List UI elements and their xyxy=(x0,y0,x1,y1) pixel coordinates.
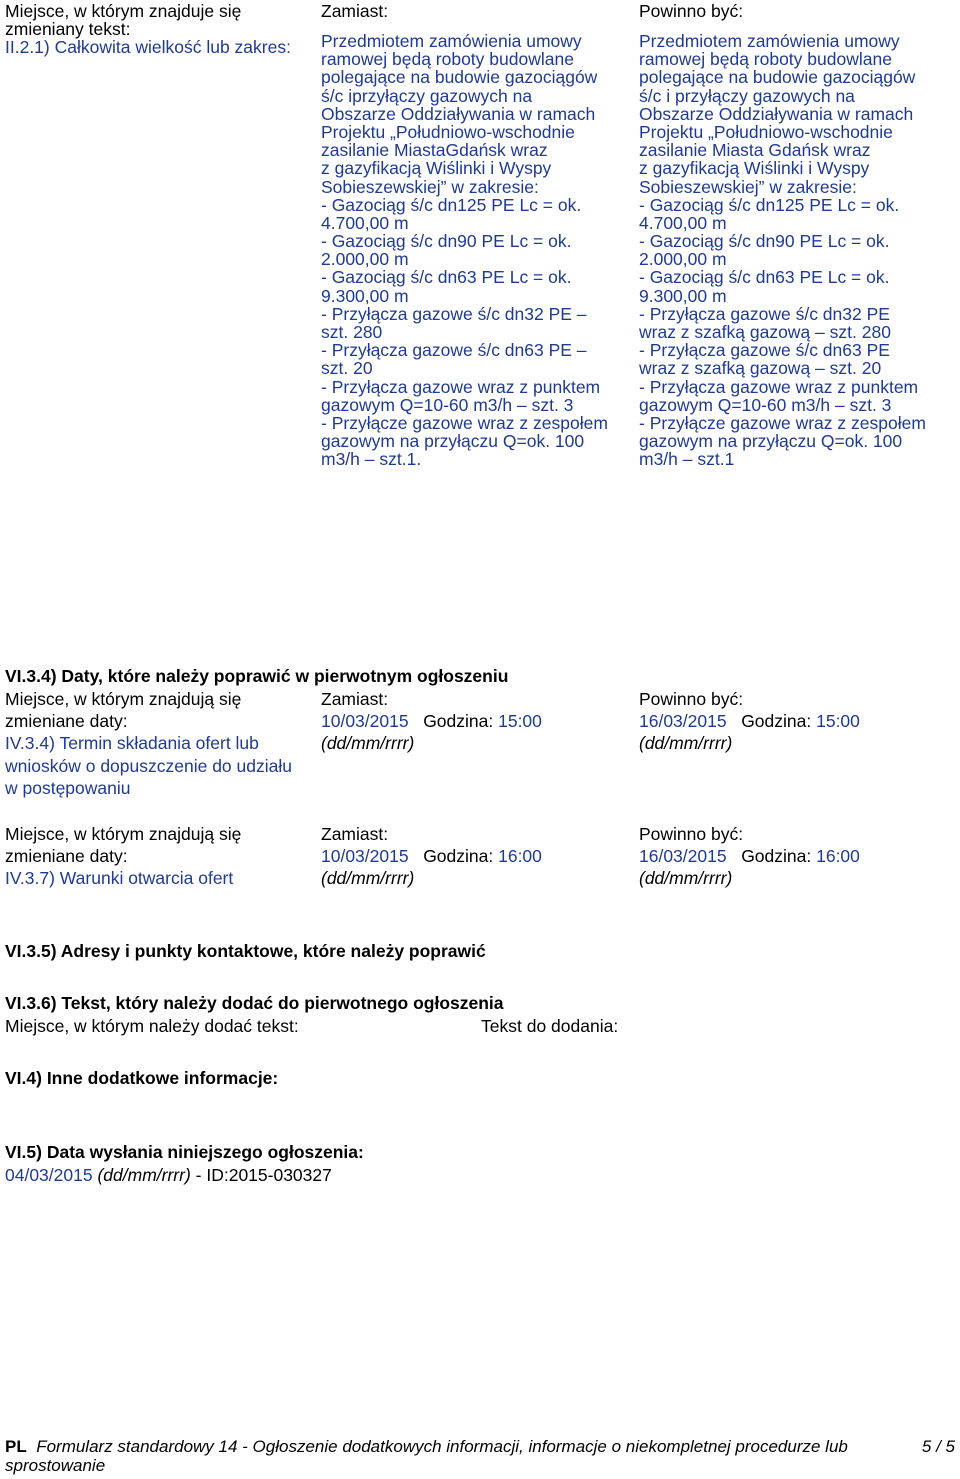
text-line: - Przyłącza gazowe wraz z punktem xyxy=(639,376,919,397)
text-line: szt. 20 xyxy=(321,358,373,379)
text-line: - Przyłącza gazowe ś/c dn32 PE – xyxy=(321,303,587,324)
text-line: - Gazociąg ś/c dn90 PE Lc = ok. xyxy=(639,231,890,252)
addresses-heading: VI.3.5) Adresy i punkty kontaktowe, które należy poprawić xyxy=(5,941,486,961)
sent-date-line xyxy=(5,1166,332,1184)
text-line: - Gazociąg ś/c dn63 PE Lc = ok. xyxy=(321,267,572,288)
text-line: gazowym na przyłączu Q=ok. 100 xyxy=(639,431,903,452)
text-line: polegające na budowie gazociągów xyxy=(321,67,598,88)
change1-place-label xyxy=(5,2,291,57)
time-label: Godzina: xyxy=(741,846,812,867)
add-text-heading: VI.3.6) Tekst, który należy dodać do pierwotnego ogłoszenia xyxy=(5,993,504,1013)
text-line: z gazyfikacją Wiślinki i Wyspy xyxy=(321,158,552,179)
ref-line: IV.3.7) Warunki otwarcia ofert xyxy=(5,868,234,889)
date-entry-1-place xyxy=(5,690,292,797)
date-entry-2-instead xyxy=(321,825,542,888)
instead-time: 15:00 xyxy=(498,711,542,732)
text-line: 2.000,00 m xyxy=(321,249,409,270)
instead-date: 10/03/2015 xyxy=(321,711,409,732)
time-label: Godzina: xyxy=(423,846,494,867)
place-label-line: zmieniane daty: xyxy=(5,846,128,867)
text-line: z gazyfikacją Wiślinki i Wyspy xyxy=(639,158,870,179)
text-line: 4.700,00 m xyxy=(321,212,409,233)
text-line: gazowym na przyłączu Q=ok. 100 xyxy=(321,431,585,452)
text-line: Obszarze Oddziaływania w ramach xyxy=(321,103,596,124)
text-line: Projektu „Południowo-wschodnie xyxy=(639,121,893,142)
add-text-label: Tekst do dodania: xyxy=(481,1016,619,1036)
should-date: 16/03/2015 xyxy=(639,846,727,867)
date-entry-1-instead xyxy=(321,690,542,753)
text-line: - Gazociąg ś/c dn90 PE Lc = ok. xyxy=(321,231,572,252)
should-time: 15:00 xyxy=(816,711,860,732)
text-line: 4.700,00 m xyxy=(639,212,727,233)
text-line: - Przyłącza gazowe ś/c dn63 PE xyxy=(639,340,890,361)
text-line: zasilanie Miasta Gdańsk wraz xyxy=(639,140,871,161)
text-line: gazowym Q=10-60 m3/h – szt. 3 xyxy=(639,394,892,415)
text-line: - Gazociąg ś/c dn63 PE Lc = ok. xyxy=(639,267,890,288)
text-line: 9.300,00 m xyxy=(321,285,409,306)
text-line: - Przyłącza gazowe ś/c dn63 PE – xyxy=(321,340,587,361)
footer-title-line2: sprostowanie xyxy=(5,1455,106,1475)
text-line: - Gazociąg ś/c dn125 PE Lc = ok. xyxy=(321,194,582,215)
text-line: - Przyłącza gazowe wraz z punktem xyxy=(321,376,601,397)
should-header: Powinno być: xyxy=(639,824,744,844)
should-time: 16:00 xyxy=(816,846,860,867)
date-entry-1-should xyxy=(639,690,860,753)
text-line: m3/h – szt.1 xyxy=(639,449,735,470)
text-line: - Przyłącze gazowe wraz z zespołem xyxy=(321,412,608,433)
date-format: (dd/mm/rrrr) xyxy=(639,733,733,754)
notice-id: - ID:2015-030327 xyxy=(195,1165,332,1185)
page-footer xyxy=(5,1438,955,1475)
ref-line: wniosków o dopuszczenie do udziału xyxy=(5,755,292,776)
text-line: ramowej będą roboty budowlane xyxy=(639,49,892,70)
text-line: ś/c i przyłączy gazowych na xyxy=(639,85,855,106)
ref-line: w postępowaniu xyxy=(5,777,131,798)
place-label-line: Miejsce, w którym znajdują się xyxy=(5,824,242,844)
time-label: Godzina: xyxy=(741,711,812,732)
text-line: m3/h – szt.1. xyxy=(321,449,422,470)
text-line: Sobieszewskiej” w zakresie: xyxy=(321,176,539,197)
instead-header: Zamiast: xyxy=(321,824,389,844)
text-line: polegające na budowie gazociągów xyxy=(639,67,916,88)
should-date: 16/03/2015 xyxy=(639,711,727,732)
text-line: 2.000,00 m xyxy=(639,249,727,270)
place-ref: II.2.1) Całkowita wielkość lub zakres: xyxy=(5,37,291,58)
date-format: (dd/mm/rrrr) xyxy=(639,868,733,889)
text-line: zasilanie MiastaGdańsk wraz xyxy=(321,140,548,161)
should-header: Powinno być: xyxy=(639,689,744,709)
text-line: Sobieszewskiej” w zakresie: xyxy=(639,176,857,197)
text-line: - Przyłącze gazowe wraz z zespołem xyxy=(639,412,926,433)
text-line: ś/c iprzyłączy gazowych na xyxy=(321,85,533,106)
instead-header: Zamiast: xyxy=(321,1,389,21)
instead-text-block xyxy=(321,32,608,469)
should-text-block xyxy=(639,32,926,469)
place-label-line: zmieniane daty: xyxy=(5,711,128,732)
footer-title: Formularz standardowy 14 - Ogłoszenie dodatkowych informacji, informacje o niekompletnej procedurze lub xyxy=(36,1437,848,1456)
text-line: - Przyłącza gazowe ś/c dn32 PE xyxy=(639,303,890,324)
place-label-line: Miejsce, w którym znajdują się xyxy=(5,689,242,709)
ref-line: IV.3.4) Termin składania ofert lub xyxy=(5,733,259,754)
date-entry-2-place xyxy=(5,825,241,888)
footer-lang: PL xyxy=(5,1437,27,1456)
text-line: szt. 280 xyxy=(321,322,383,342)
add-text-place-label: Miejsce, w którym należy dodać tekst: xyxy=(5,1016,299,1036)
should-header: Powinno być: xyxy=(639,1,744,21)
sent-date-heading: VI.5) Data wysłania niniejszego ogłoszenia: xyxy=(5,1142,364,1162)
instead-date: 10/03/2015 xyxy=(321,846,409,867)
time-label: Godzina: xyxy=(423,711,494,732)
place-label-line: Miejsce, w którym znajduje się xyxy=(5,1,242,21)
text-line: gazowym Q=10-60 m3/h – szt. 3 xyxy=(321,394,574,415)
text-line: wraz z szafką gazową – szt. 20 xyxy=(639,358,882,379)
text-line: Przedmiotem zamówienia umowy xyxy=(639,31,900,51)
page-number: 5 / 5 xyxy=(921,1437,955,1456)
instead-time: 16:00 xyxy=(498,846,542,867)
date-format: (dd/mm/rrrr) xyxy=(321,868,415,889)
other-info-heading: VI.4) Inne dodatkowe informacje: xyxy=(5,1068,279,1088)
place-label-line: zmieniany tekst: xyxy=(5,19,131,40)
text-line: Projektu „Południowo-wschodnie xyxy=(321,121,575,142)
text-line: Przedmiotem zamówienia umowy xyxy=(321,31,582,51)
text-line: Obszarze Oddziaływania w ramach xyxy=(639,103,914,124)
text-line: - Gazociąg ś/c dn125 PE Lc = ok. xyxy=(639,194,900,215)
date-format: (dd/mm/rrrr) xyxy=(321,733,415,754)
sent-date: 04/03/2015 xyxy=(5,1165,93,1185)
dates-heading: VI.3.4) Daty, które należy poprawić w pierwotnym ogłoszeniu xyxy=(5,666,509,686)
date-entry-2-should xyxy=(639,825,860,888)
text-line: ramowej będą roboty budowlane xyxy=(321,49,574,70)
instead-header: Zamiast: xyxy=(321,689,389,709)
text-line: wraz z szafką gazową – szt. 280 xyxy=(639,322,891,342)
text-line: 9.300,00 m xyxy=(639,285,727,306)
sent-date-format: (dd/mm/rrrr) xyxy=(97,1165,191,1185)
